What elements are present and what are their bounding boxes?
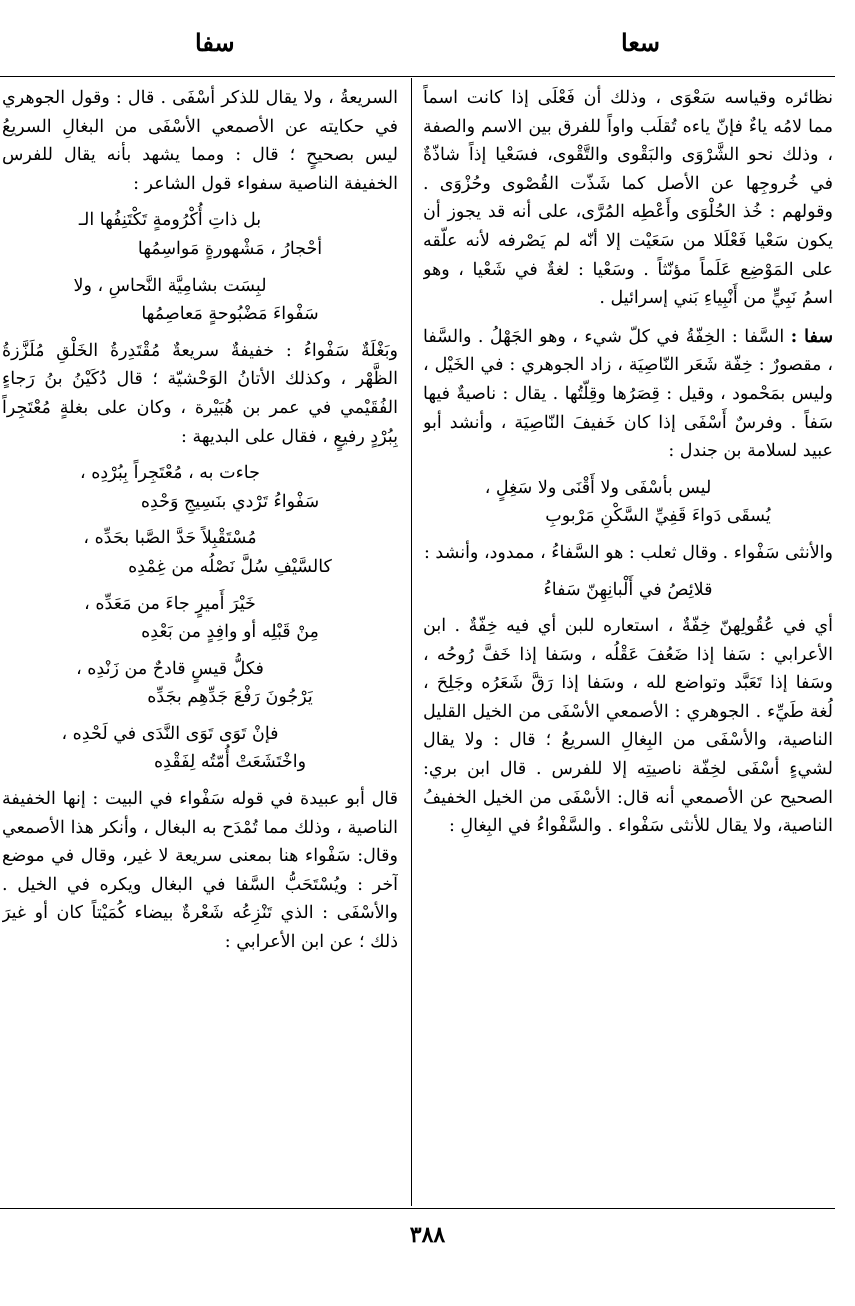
verse-line: لبِسَت بشامِيَّة النَّحاسِ ، ولا bbox=[73, 275, 267, 296]
verse-line: واخْتَشَعَتْ أُمّتُه لِفَقْدِه bbox=[153, 752, 307, 773]
left-column bbox=[2, 84, 398, 1204]
running-head-right: سعا bbox=[621, 28, 660, 57]
top-rule bbox=[0, 76, 835, 77]
verse-line: جاءت به ، مُعْتَجِراً بِبُرْدِه ، bbox=[80, 463, 260, 484]
running-head-left: سفا bbox=[195, 28, 235, 57]
paragraph: السريعةُ ، ولا يقال للذكر أسْفَى . قال : وقول الجوهري في حكايته عن الأصمعي الأسْفَى من البغالِ السريعُ ليس بصحيحٍ ؛ قال : ومما يشهد بأنه يقال للفرس الخفيفة الناصية سفواء قول الشاعر : bbox=[2, 88, 398, 194]
page-number: ٣٨٨ bbox=[409, 1222, 446, 1248]
verse bbox=[423, 576, 833, 605]
verse-line: مُسْتَقْبِلاً حَدَّ الصَّبا بحَدِّه ، bbox=[83, 528, 257, 549]
paragraph: والأنثى سَفْواء . وقال ثعلب : هو السَّفاءُ ، ممدود، وأنشد : bbox=[423, 542, 833, 563]
bottom-rule bbox=[0, 1208, 835, 1209]
entry-headword: سفا : bbox=[790, 326, 833, 347]
verse-line: مِنْ قَبْلِه أو وافِدٍ من بَعْدِه bbox=[141, 622, 319, 643]
right-column bbox=[423, 84, 833, 1204]
verse bbox=[2, 272, 398, 329]
verse-line: يُسقَى دَواءَ قَفِيِّ السَّكْنِ مَرْبوبِ bbox=[545, 506, 771, 527]
verse bbox=[423, 474, 833, 531]
paragraph: قال أبو عبيدة في قوله سَفْواء في البيت : إنها الخفيفة الناصية ، وذلك مما تُمْدَح به البغال ، وأنكر هذا الأصمعي وقال: سَفْواء هنا بمعنى سريعة لا غير، وقال في موضع آخر : ويُسْتَحَبُّ السَّفا في البغال ويكره في الخيل . والأسْفَى : الذي تَنْزِعُه شَعْرةٌ بيضاء كُمَيْتاً كان أو غيرَ ذلك ؛ عن ابن الأعرابي : bbox=[2, 789, 398, 953]
verse-line: سَفْواءَ مَضْبُوحةٍ مَعاصِمُها bbox=[141, 304, 319, 325]
verse bbox=[2, 206, 398, 263]
verse bbox=[2, 720, 398, 777]
paragraph: نظائره وقياسه سَعْوَى ، وذلك أن فَعْلَى إذا كانت اسماً مما لامُه ياءٌ فإنّ ياءه تُقلَب واواً للفرق بين الاسم والصفة ، وذلك نحو الشَّرْوَى والبَقْوى والتَّقْوى، فسَعْيا إذاً شاذّةٌ في خُروجِها عن الأصل كما شَذّت القُصْوى وحُزْوَى . وقولهم : خُذ الحُلْوَى وأَعْطِه المُرَّى، على أنه قد يجوز أن يكون سَعْيا فَعْلَلا من سَعَيْت إلا أنّه لم يَصْرفه لأنه علّقه على المَوْضِع عَلَماً مؤنّثاً . وسَعْيا : لغةٌ في شَعْيا ، وهو اسمُ نَبِيٍّ من أَنْبِياءِ بَني إسرائيل . bbox=[423, 88, 833, 309]
paragraph: أي في عُقُولِهنّ خِفّةٌ ، استعاره للبن أي فيه خِفّةٌ . ابن الأعرابي : سَفا إذا ضَعُفَ عَقْلُه ، وسَفا إذا خَفَّ رُوحُه ، وسَفا إذا تَعَبَّد وتواضع لله ، وسَفا إذا رَقَّ شَعَرُه وجَلِحَ ، لُغة طَيِّء . الجوهري : الأصمعي الأسْفَى من الخيل القليل الناصية، والأسْفَى من البِغالِ السريعُ ؛ قال : ولا يقال لشيءٍ أسْفَى لخِفّة ناصيتِه إلا للفرس . قال ابن بري: الصحيح عن الأصمعي أنه قال: الأسْفَى من الخيل الخفيفُ الناصية، ولا يقال للأنثى سَفْواء . والسَّفْواءُ في البِغالِ : bbox=[423, 616, 833, 837]
verse-line: قلائِصُ في أَلْبانِهِنّ سَفاءُ bbox=[543, 579, 713, 600]
verse-line: ليس بأسْفَى ولا أَقْنَى ولا سَغِلٍ ، bbox=[484, 477, 712, 498]
entry-text: السَّفا : الخِفّةُ في كلّ شيء ، وهو الجَهْلُ . والسَّفا ، مقصورٌ : خِفّة شَعَر النّاصِيَة ، زاد الجوهري : في الخَيْل ، وليس بمَحْمود ، وقيل : قِصَرُها وقِلّتُها . يقال : ناصيةٌ فيها سَفاً . وفرسٌ أَسْفَى إذا كان خَفيفَ النّاصِيَة ، وأنشد أبو عبيد لسلامة بن جندل : bbox=[423, 326, 833, 462]
entry-safa bbox=[423, 323, 833, 466]
verse bbox=[2, 590, 398, 647]
verse bbox=[2, 459, 398, 516]
verse bbox=[2, 524, 398, 581]
paragraph: وبَغْلَةٌ سَفْواءُ : خفيفةٌ سريعةٌ مُقْتَدِرةُ الخَلْقِ مُلَزَّزةُ الظَّهْر ، وكذلك الأتانُ الوَحْشيّة ؛ قال دُكَيْنُ بنُ رَجاءٍ الفُقَيْمي في عمر بن هُبَيْرة ، وكان على بغلةٍ مُعْتَجِراً بِبُرْدٍ رفيعٍ ، فقال على البديهة : bbox=[2, 340, 398, 447]
verse-line: يَرْجُونَ رَفْعَ جَدِّهِم بجَدِّه bbox=[147, 687, 313, 708]
verse-line: فإنْ تَوَى تَوَى النَّدَى في لَحْدِه ، bbox=[61, 723, 279, 744]
verse-line: سَفْواءُ تَرْدي بنَسِيجِ وَحْدِه bbox=[140, 491, 320, 512]
verse-line: فكلُّ قيسٍ قادحٌ من زَنْدِه ، bbox=[76, 658, 264, 679]
verse-line: بل ذاتِ أُكْرُومةٍ تَكْتَنِفُها الـ bbox=[78, 210, 262, 231]
verse-line: كالسَّيْفِ سُلَّ نَصْلُه من غِمْدِه bbox=[128, 556, 332, 577]
column-divider bbox=[411, 78, 412, 1206]
verse-line: خَيْرَ أَميرٍ جاءَ من مَعَدِّه ، bbox=[84, 593, 256, 614]
verse bbox=[2, 655, 398, 712]
verse-line: أحْجارُ ، مَشْهورةٍ مَواسِمُها bbox=[137, 238, 323, 259]
